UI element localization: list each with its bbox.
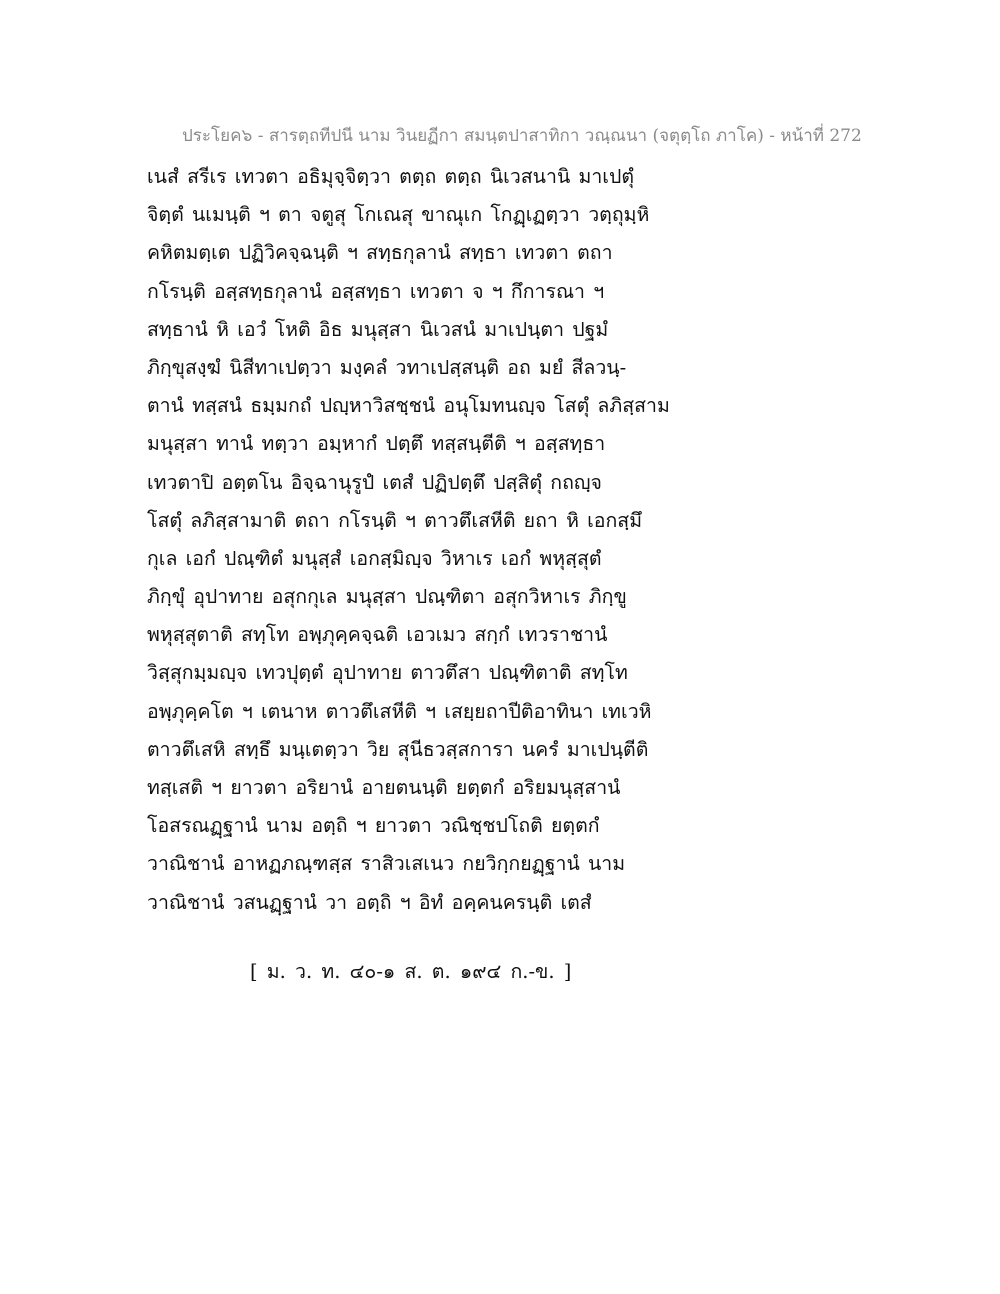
text-line: กุเล เอกํ ปณฺฑิตํ มนุสฺสํ เอกสฺมิญฺจ วิหาเร เอกํ พหุสฺสุตํ — [147, 546, 602, 570]
text-line: โสตุํ ลภิสฺสามาติ ตถา กโรนฺติ ฯ ตาวตึเสหีติ ยถา หิ เอกสฺมึ — [147, 508, 643, 532]
text-line: กโรนฺติ อสฺสทฺธกุลานํ อสฺสทฺธา เทวตา จ ฯ กึการณา ฯ — [147, 279, 605, 303]
text-line: โอสรณฏฺฐานํ นาม อตฺถิ ฯ ยาวตา วณิชฺชปโถติ ยตฺตกํ — [147, 814, 600, 838]
text-line: ตาวตึเสหิ สทฺธึ มนฺเตตฺวา วิย สุนีธวสฺสการา นครํ มาเปนฺตีติ — [147, 737, 649, 761]
text-line: ตานํ ทสฺสนํ ธมฺมกถํ ปญฺหาวิสชฺชนํ อนุโมทนญฺจ โสตุํ ลภิสฺสาม — [147, 394, 670, 418]
text-line: วาณิชานํ อาหฏภณฺฑสฺส ราสิวเสเนว กยวิกฺกยฏฺฐานํ นาม — [147, 852, 626, 876]
page-header: ประโยค๖ - สารตฺถทีปนี นาม วินยฏีกา สมนฺตปาสาทิกา วณฺณนา (จตุตฺโถ ภาโค) - หน้าที่ 272 — [182, 126, 862, 146]
reference-citation: [ ม. ว. ท. ๔๐-๑ ส. ต. ๑๙๔ ก.-ข. ] — [250, 960, 572, 983]
text-line: คหิตมตฺเต ปฏิวิคจฺฉนฺติ ฯ สทฺธกุลานํ สทฺธา เทวตา ตถา — [147, 241, 613, 265]
text-line: วิสฺสุกมฺมญฺจ เทวปุตฺตํ อุปาทาย ตาวตึสา ปณฺฑิตาติ สทฺโท — [147, 661, 628, 685]
text-line: อพฺภุคฺคโต ฯ เตนาห ตาวตึเสหีติ ฯ เสยฺยถาปีติอาทินา เทเวหิ — [147, 699, 652, 723]
text-line: เนสํ สรีเร เทวตา อธิมุจฺจิตฺวา ตตฺถ ตตฺถ นิเวสนานิ มาเปตุํ — [147, 165, 634, 188]
text-line: ภิกฺขุสงฺฆํ นิสีทาเปตฺวา มงฺคลํ วทาเปสฺสนฺติ อถ มยํ สีลวนฺ- — [147, 355, 627, 379]
text-line: วาณิชานํ วสนฏฺฐานํ วา อตฺถิ ฯ อิทํ อคฺคนครนฺติ เตสํ — [147, 890, 592, 914]
text-line: จิตฺตํ นเมนฺติ ฯ ตา จตูสุ โกเณสุ ขาณุเก โกฏฺเฏตฺวา วตฺถุมฺหิ — [147, 203, 650, 227]
text-line: พหุสฺสุตาติ สทฺโท อพฺภุคฺคจฺฉติ เอวเมว สกฺกํ เทวราชานํ — [147, 623, 608, 647]
text-line: สทฺธานํ หิ เอวํ โหติ อิธ มนุสฺสา นิเวสนํ มาเปนฺตา ปฐมํ — [147, 317, 609, 341]
text-line: ทสฺเสติ ฯ ยาวตา อริยานํ อายตนนฺติ ยตฺตกํ อริยมนุสฺสานํ — [147, 776, 621, 799]
text-line: มนุสฺสา ทานํ ทตฺวา อมฺหากํ ปตฺตึ ทสฺสนฺตีติ ฯ อสฺสทฺธา — [147, 432, 606, 456]
text-line: ภิกฺขุํ อุปาทาย อสุกกุเล มนุสฺสา ปณฺฑิตา อสุกวิหาเร ภิกฺขู — [147, 585, 627, 609]
body-text — [147, 158, 707, 922]
text-line: เทวตาปิ อตฺตโน อิจฺฉานุรูปํ เตสํ ปฏิปตฺตึ ปสฺสิตุํ กถญฺจ — [147, 470, 602, 494]
